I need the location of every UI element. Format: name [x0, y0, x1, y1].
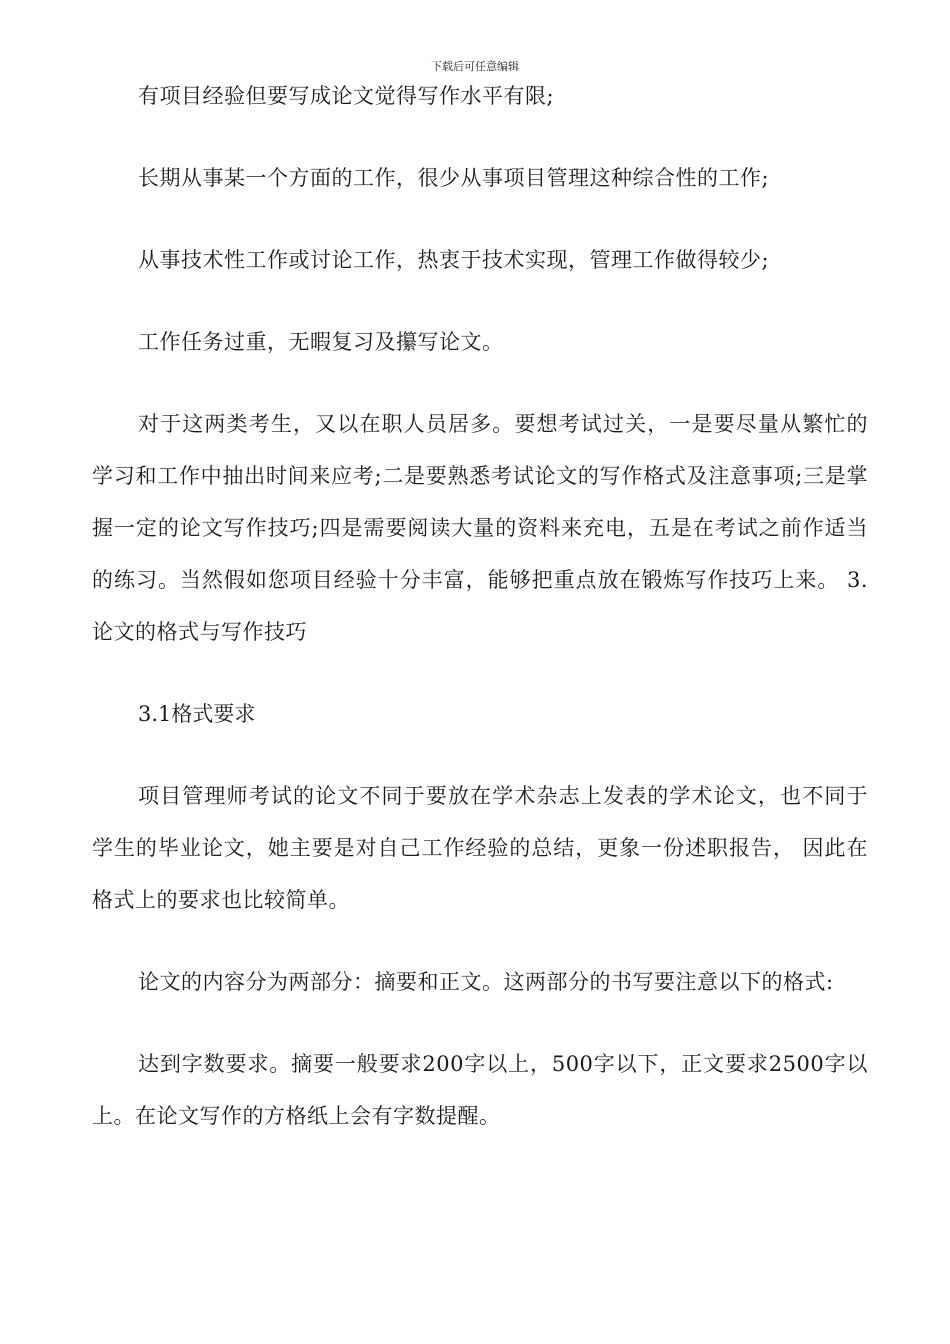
paragraph-7: 论文的内容分为两部分：摘要和正文。这两部分的书写要注意以下的格式:: [138, 970, 834, 994]
paragraph-2: 长期从事某一个方面的工作，很少从事项目管理这种综合性的工作;: [138, 166, 770, 190]
paragraph-1: 有项目经验但要写成论文觉得写作水平有限;: [138, 84, 555, 108]
paragraph-6: 项目管理师考试的论文不同于要放在学术杂志上发表的学术论文，也不同于学生的毕业论文，她主要是对自己工作经验的总结，更象一份述职报告， 因此在格式上的要求也比较简单。: [92, 784, 868, 912]
paragraph-3: 从事技术性工作或讨论工作，热衷于技术实现，管理工作做得较少;: [138, 248, 770, 272]
paragraph-5: 对于这两类考生，又以在职人员居多。要想考试过关，一是要尽量从繁忙的学习和工作中抽出时间来应考;二是要熟悉考试论文的写作格式及注意事项;三是掌握一定的论文写作技巧;四是需要阅读大量的资料来充电，五是在考试之前作适当的练习。当然假如您项目经验十分丰富，能够把重点放在锻炼写作技巧上来。 3.论文的格式与写作技巧: [92, 412, 868, 644]
paragraph-4: 工作任务过重，无暇复习及攥写论文。: [138, 330, 504, 354]
document-body: [92, 70, 868, 1142]
page-header-note: 下载后可任意编辑: [431, 60, 519, 73]
paragraph-8: 达到字数要求。摘要一般要求200字以上，500字以下，正文要求2500字以上。在论文写作的方格纸上会有字数提醒。: [92, 1052, 868, 1128]
section-heading: 3.1格式要求: [138, 702, 256, 726]
